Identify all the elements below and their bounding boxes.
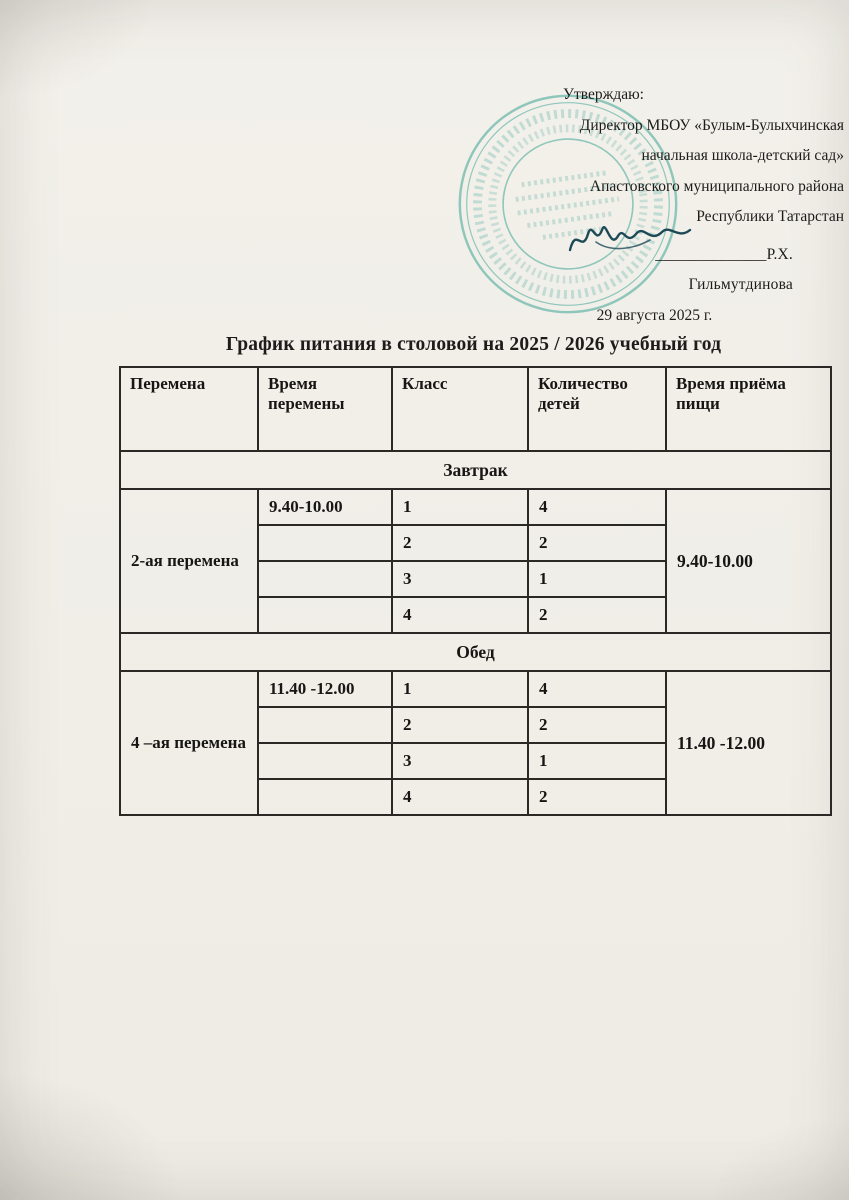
break-name-cell: 2-ая перемена [120, 489, 258, 633]
section-row-lunch [120, 633, 831, 671]
class-cell: 2 [392, 525, 528, 561]
approval-line: Республики Татарстан [696, 208, 844, 225]
break-name-cell: 4 –ая перемена [120, 671, 258, 815]
break-time-cell: 9.40-10.00 [258, 489, 392, 525]
approval-line: Апастовского муниципального района [589, 177, 844, 195]
class-cell: 3 [392, 743, 528, 779]
class-cell: 3 [392, 561, 528, 597]
header-cell-break: Перемена [120, 367, 258, 451]
table-row [120, 489, 831, 525]
break-time-cell-empty [258, 525, 392, 561]
break-time-cell-empty [258, 707, 392, 743]
class-cell: 4 [392, 597, 528, 633]
break-time-cell-empty [258, 561, 392, 597]
break-time-cell-empty [258, 597, 392, 633]
meal-time-cell: 11.40 -12.00 [666, 671, 831, 815]
count-cell: 2 [528, 525, 666, 561]
class-cell: 1 [392, 671, 528, 707]
handwritten-signature [566, 216, 696, 260]
count-cell: 4 [528, 489, 666, 525]
document-title: График питания в столовой на 2025 / 2026 учебный год [225, 334, 722, 355]
class-cell: 2 [392, 707, 528, 743]
meal-schedule-table [119, 366, 832, 816]
header-cell-meal-time: Время приёма пищи [666, 367, 831, 451]
count-cell: 1 [528, 743, 666, 779]
header-cell-count: Количество детей [528, 367, 666, 451]
approval-line: Директор МБОУ «Булым-Булыхчинская [579, 116, 844, 134]
class-cell: 1 [392, 489, 528, 525]
table-row [120, 671, 831, 707]
section-title: Завтрак [120, 451, 831, 489]
header-cell-break-time: Время перемены [258, 367, 392, 451]
section-row-breakfast [120, 451, 831, 489]
table-header-row [120, 367, 831, 451]
break-time-cell: 11.40 -12.00 [258, 671, 392, 707]
header-cell-class: Класс [392, 367, 528, 451]
count-cell: 4 [528, 671, 666, 707]
break-time-cell-empty [258, 743, 392, 779]
break-time-cell-empty [258, 779, 392, 815]
count-cell: 2 [528, 707, 666, 743]
count-cell: 2 [528, 597, 666, 633]
meal-time-cell: 9.40-10.00 [666, 489, 831, 633]
section-title: Обед [120, 633, 831, 671]
count-cell: 2 [528, 779, 666, 815]
approval-block [556, 80, 849, 331]
approval-line: начальная школа-детский сад» [641, 147, 844, 164]
class-cell: 4 [392, 779, 528, 815]
director-signature-line: ______________Р.Х. Гильмутдинова [655, 245, 793, 293]
count-cell: 1 [528, 561, 666, 597]
approval-date: 29 августа 2025 г. [596, 306, 713, 324]
approval-line: Утверждаю: [563, 86, 644, 103]
